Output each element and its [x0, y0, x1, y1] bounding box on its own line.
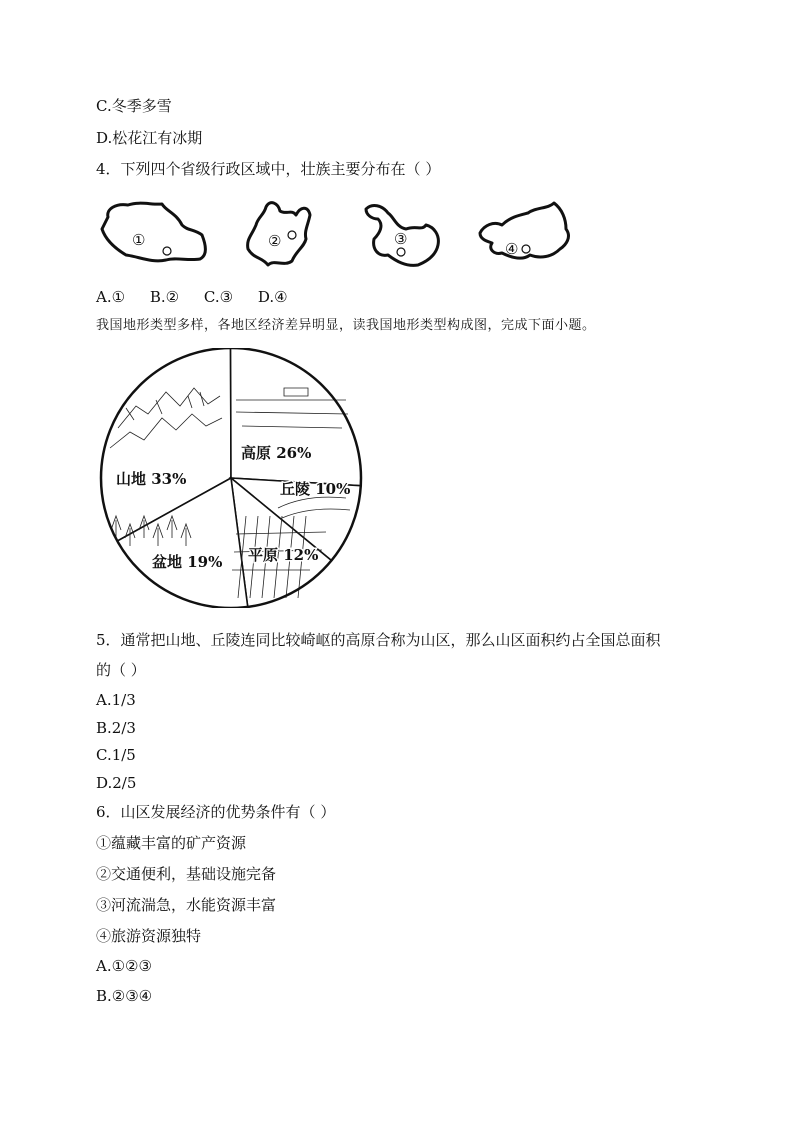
q5-option-d: D.2/5 — [96, 774, 137, 792]
q6-stem: 6．山区发展经济的优势条件有（ ） — [96, 803, 336, 821]
pie-label-4: 平原 12% — [248, 546, 319, 564]
map-label-1: ① — [132, 231, 146, 249]
map-4-city-dot — [522, 245, 530, 253]
pie-label-3: 丘陵 10% — [280, 480, 351, 498]
q6-item-1: ①蕴藏丰富的矿产资源 — [96, 834, 247, 852]
q5-stem-line2: 的（ ） — [96, 661, 146, 679]
map-2-city-dot — [288, 231, 296, 239]
q4-option-c: C.③ — [203, 288, 234, 306]
pie-label-1: 山地 33% — [116, 470, 187, 488]
q4-option-b: B.② — [149, 288, 180, 306]
q5-option-c: C.1/5 — [96, 746, 136, 764]
pie-label-5: 盆地 19% — [152, 553, 223, 571]
q4-option-d: D.④ — [257, 288, 288, 306]
q3-option-d: D.松花江有冰期 — [96, 129, 203, 147]
q6-option-b: B.②③④ — [96, 987, 153, 1005]
q4-stem: 4．下列四个省级行政区域中，壮族主要分布在（ ） — [96, 160, 441, 178]
pie-slice-2 — [231, 348, 361, 486]
province-map-1 — [102, 203, 206, 261]
terrain-pie-chart — [96, 348, 366, 608]
map-3-city-dot — [397, 248, 405, 256]
q4-options — [96, 287, 308, 307]
q6-item-4: ④旅游资源独特 — [96, 927, 202, 945]
province-maps — [96, 195, 576, 273]
province-map-4 — [480, 203, 568, 258]
q6-item-3: ③河流湍急，水能资源丰富 — [96, 896, 277, 914]
intro-text: 我国地形类型多样，各地区经济差异明显，读我国地形类型构成图，完成下面小题。 — [96, 318, 596, 333]
q4-option-a: A.① — [96, 288, 126, 306]
q5-option-a: A.1/3 — [96, 691, 136, 709]
pie-label-2: 高原 26% — [241, 444, 312, 462]
map-label-3: ③ — [394, 230, 408, 248]
q3-option-c: C.冬季多雪 — [96, 97, 172, 115]
map-label-4: ④ — [505, 240, 519, 258]
q5-option-b: B.2/3 — [96, 719, 136, 737]
map-label-2: ② — [268, 232, 282, 250]
q6-item-2: ②交通便利，基础设施完备 — [96, 865, 277, 883]
map-1-city-dot — [163, 247, 171, 255]
q5-stem-line1: 5．通常把山地、丘陵连同比较崎岖的高原合称为山区，那么山区面积约占全国总面积 — [96, 631, 661, 649]
q6-option-a: A.①②③ — [96, 957, 152, 975]
